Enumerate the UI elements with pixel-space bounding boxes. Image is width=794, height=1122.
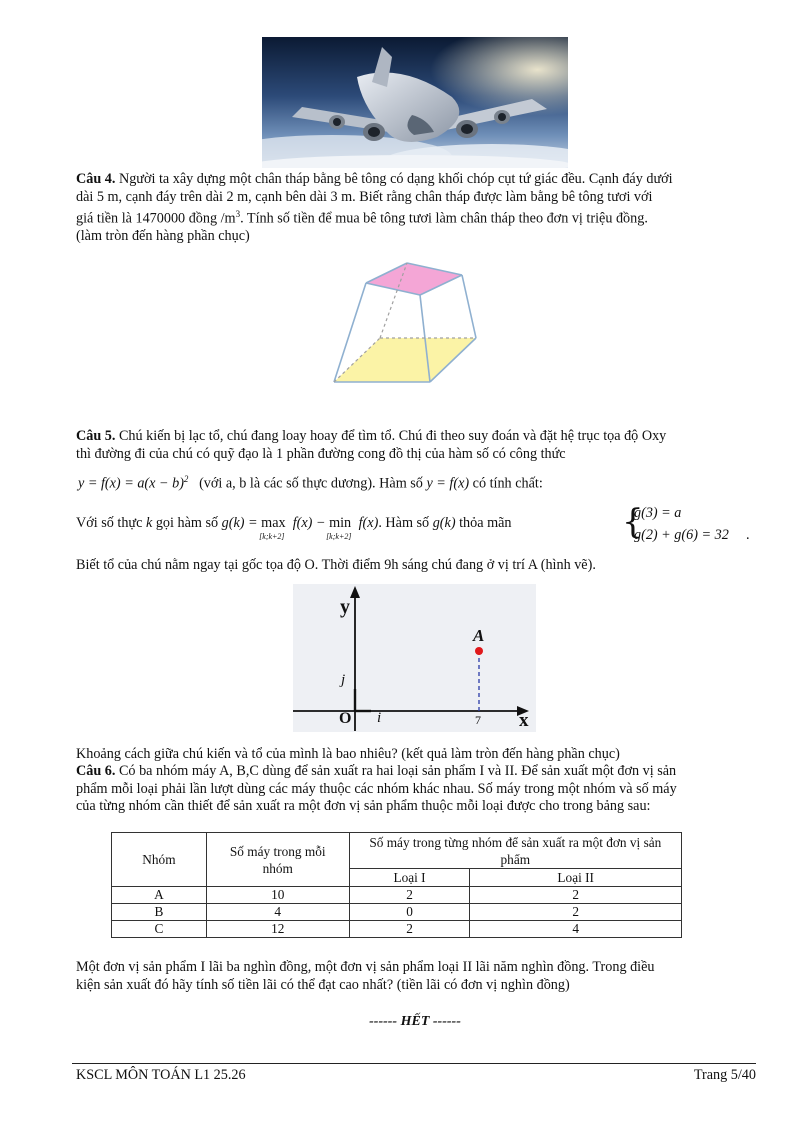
min-subscript: [k;k+2] (326, 532, 352, 541)
equation-1: g(3) = a (634, 505, 682, 521)
g-definition-line (76, 515, 512, 541)
cell-count: 12 (206, 921, 349, 938)
cell-group: B (112, 904, 207, 921)
header-machine-count: Số máy trong mỗi nhóm (206, 833, 349, 887)
g-of-k-2: g(k) (432, 515, 456, 531)
coordinate-graph (293, 584, 536, 732)
header-type-1: Loại I (349, 869, 470, 887)
x-axis-label: x (519, 710, 529, 731)
header-machines-needed: Số máy trong từng nhóm để sản xuất ra một đơn vị sản phẩm (349, 833, 681, 869)
point-a-marker (475, 647, 483, 655)
y-axis-label: y (340, 596, 350, 618)
unit-vector-i-label: i (377, 710, 382, 726)
system-brace: { (622, 502, 644, 542)
table-row (112, 887, 682, 904)
function-note: (với a, b là các số thực dương). Hàm số (199, 475, 423, 492)
question-4-line-3a: giá tiền là 1470000 đồng /m (76, 210, 236, 227)
function-formula: y = f(x) = a(x − b) (78, 475, 184, 492)
question-6-line-2: phẩm mỗi loại phải lần lượt dùng các máy thuộc các nhóm khác nhau. Số máy trong một nhóm và số máy (76, 780, 677, 797)
cell-type-2: 2 (470, 887, 682, 904)
min-operator (326, 515, 355, 541)
question-5-line-2: thì đường đi của chú có quỹ đạo là 1 phần đường cong đồ thị của hàm số có công thức (76, 445, 566, 462)
tick-label-7: 7 (475, 713, 481, 727)
definition-text-4: thỏa mãn (459, 515, 512, 531)
table-row (112, 921, 682, 938)
cell-group: C (112, 921, 207, 938)
point-a-label: A (473, 626, 485, 645)
question-5-line-1: Chú kiến bị lạc tổ, chú đang loay hoay để tìm tổ. Chú đi theo suy đoán và đặt hệ trục tọa độ Oxy (118, 428, 667, 444)
question-6-line-3: của từng nhóm cần thiết để sản xuất ra một đơn vị sản phẩm thuộc mỗi loại được cho trong bảng sau: (76, 798, 651, 814)
unit-vector-j-label: j (341, 672, 346, 688)
max-label: max (261, 515, 286, 531)
cell-type-2: 4 (470, 921, 682, 938)
question-5-label: Câu 5. (76, 428, 116, 444)
equation-system (622, 502, 762, 546)
definition-text-3: . Hàm số (378, 515, 430, 531)
question-4-line-1: Người ta xây dựng một chân tháp bằng bê tông có dạng khối chóp cụt tứ giác đều. Cạnh đáy dưới (118, 171, 673, 187)
question-4-label: Câu 4. (76, 171, 116, 187)
definition-text-2: gọi hàm số (155, 515, 219, 531)
function-formula-exponent: 2 (183, 474, 189, 484)
question-6-label: Câu 6. (76, 763, 116, 779)
question-4 (76, 171, 766, 246)
question-6-closing (76, 959, 766, 994)
question-4-unit-exponent: 3 (235, 209, 241, 219)
question-4-line-4: (làm tròn đến hàng phần chục) (76, 228, 250, 245)
cell-type-2: 2 (470, 904, 682, 921)
equation-2: g(2) + g(6) = 32 (634, 527, 729, 543)
question-6-line-4: Một đơn vị sản phẩm I lãi ba nghìn đồng, một đơn vị sản phẩm loại II lãi năm nghìn đồng. Trong điều (76, 959, 655, 975)
question-5-line-after: Biết tổ của chú nằm ngay tại gốc tọa độ O. Thời điểm 9h sáng chú đang ở vị trí A (hình vẽ). (76, 557, 596, 573)
question-6-line-5: kiện sản xuất đó hãy tính số tiền lãi có thể đạt cao nhất? (tiền lãi có đơn vị nghìn đồng) (76, 976, 570, 993)
g-of-k: g(k) = (221, 515, 258, 531)
question-5-formula-line (78, 471, 768, 493)
question-4-line-3b: . Tính số tiền để mua bê tông tươi làm chân tháp theo đơn vị triệu đồng. (240, 210, 648, 227)
variable-k: k (145, 515, 153, 531)
function-property-intro: có tính chất: (472, 475, 543, 492)
header-group: Nhóm (112, 833, 207, 887)
table-header-row (112, 833, 682, 869)
min-label: min (329, 515, 352, 531)
y-axis-arrow (350, 586, 360, 598)
f-of-x-minus: f(x) − (292, 515, 326, 531)
frustum-figure (312, 258, 512, 408)
end-mark: ------ HẾT ------ (369, 1014, 461, 1029)
table-row (112, 904, 682, 921)
footer-page-number: Trang 5/40 (693, 1067, 756, 1083)
cell-type-1: 2 (349, 921, 470, 938)
max-subscript: [k;k+2] (259, 532, 285, 541)
cell-group: A (112, 887, 207, 904)
question-4-line-2: dài 5 m, cạnh đáy trên dài 2 m, cạnh bên dài 3 m. Biết rằng chân tháp được làm bằng bê tông tươi với (76, 188, 653, 205)
question-5-ask: Khoảng cách giữa chú kiến và tổ của mình là bao nhiêu? (kết quả làm tròn đến hàng phần chục) (76, 746, 620, 762)
cell-count: 4 (206, 904, 349, 921)
question-6-line-1: Có ba nhóm máy A, B,C dùng để sản xuất ra hai loại sản phẩm I và II. Để sản xuất một đơn vị sản (118, 763, 677, 779)
equation-period: . (746, 527, 750, 543)
question-6 (76, 763, 766, 816)
footer-divider (72, 1063, 756, 1064)
cell-type-1: 0 (349, 904, 470, 921)
header-type-2: Loại II (470, 869, 682, 887)
question-5 (76, 428, 766, 463)
function-name: y = f(x) (426, 475, 470, 492)
footer-left: KSCL MÔN TOÁN L1 25.26 (76, 1067, 246, 1083)
airplane-photo (262, 37, 568, 168)
machine-table (111, 832, 682, 938)
cell-count: 10 (206, 887, 349, 904)
cell-type-1: 2 (349, 887, 470, 904)
definition-text-1: Với số thực (76, 515, 143, 531)
origin-label: O (339, 710, 352, 727)
max-operator (259, 515, 289, 541)
f-of-x: f(x) (358, 515, 379, 531)
